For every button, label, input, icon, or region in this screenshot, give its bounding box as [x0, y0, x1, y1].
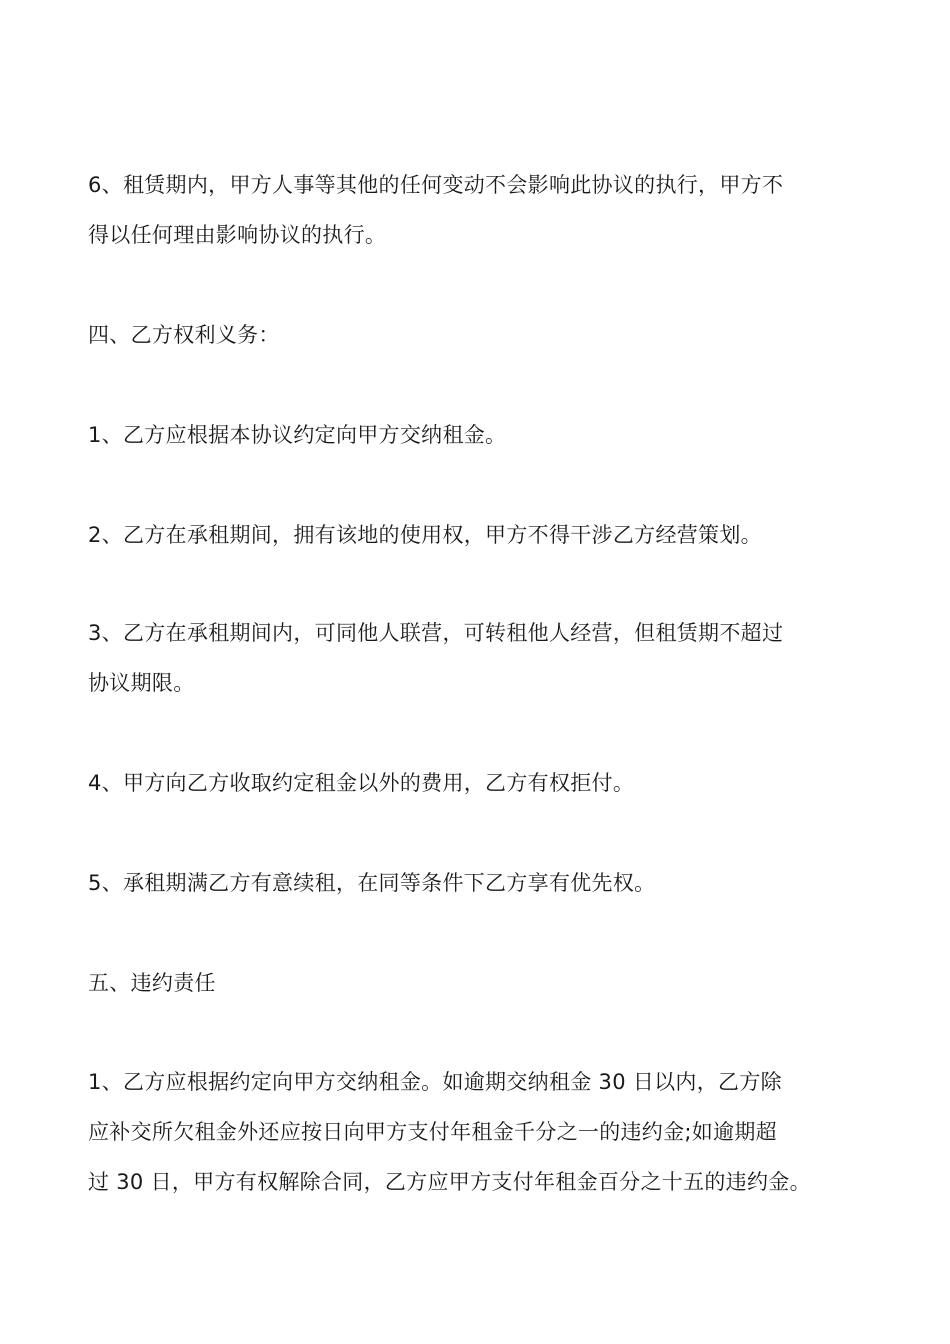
text-line: 5、承租期满乙方有意续租，在同等条件下乙方享有优先权。	[88, 871, 656, 895]
clause-item-6	[88, 160, 878, 260]
text-line: 得以任何理由影响协议的执行。	[88, 223, 387, 247]
section-heading-rights-obligations	[88, 310, 878, 360]
text-line: 2、乙方在承租期间，拥有该地的使用权，甲方不得干涉乙方经营策划。	[88, 523, 762, 547]
text-line: 过 30 日，甲方有权解除合同，乙方应甲方支付年租金百分之十五的违约金。	[88, 1170, 811, 1194]
clause-item-2	[88, 510, 878, 560]
text-line: 1、乙方应根据约定向甲方交纳租金。如逾期交纳租金 30 日以内，乙方除	[88, 1070, 782, 1094]
heading-text: 五、违约责任	[88, 971, 216, 995]
text-line: 3、乙方在承租期间内，可同他人联营，可转租他人经营，但租赁期不超过	[88, 621, 784, 645]
text-line: 1、乙方应根据本协议约定向甲方交纳租金。	[88, 423, 507, 447]
text-line: 应补交所欠租金外还应按日向甲方支付年租金千分之一的违约金;如逾期超	[88, 1120, 777, 1144]
clause-item-1	[88, 410, 878, 460]
clause-item-5	[88, 858, 878, 908]
section-heading-breach-liability	[88, 958, 878, 1008]
breach-clause-item-1	[88, 1057, 878, 1207]
text-line: 协议期限。	[88, 671, 195, 695]
text-line: 4、甲方向乙方收取约定租金以外的费用，乙方有权拒付。	[88, 771, 635, 795]
clause-item-4	[88, 758, 878, 808]
clause-item-3	[88, 608, 878, 708]
heading-text: 四、乙方权利义务：	[88, 323, 280, 347]
text-line: 6、租赁期内，甲方人事等其他的任何变动不会影响此协议的执行，甲方不	[88, 173, 784, 197]
